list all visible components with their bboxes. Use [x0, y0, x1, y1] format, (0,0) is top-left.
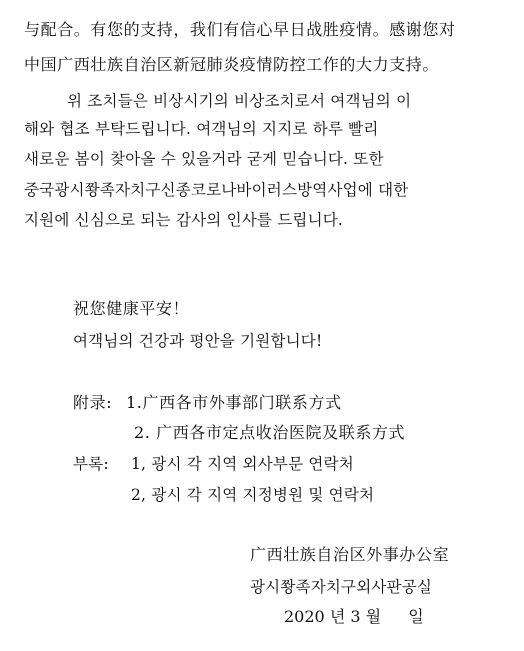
- date-day-unit: 일: [408, 607, 424, 626]
- paragraph-kr-line-5: 지원에 신심으로 되는 감사의 인사를 드립니다.: [24, 211, 344, 229]
- date-year: 2020: [284, 607, 325, 626]
- paragraph-kr-line-4: 중국광시쫭족자치구신종코로나바이러스방역사업에 대한: [24, 181, 409, 199]
- attachment-cn-item-1: 1.广西各市外事部门联系方式: [126, 393, 342, 412]
- closing-cn: 祝您健康平安！: [73, 299, 190, 318]
- signature-org-kr: 광시쫭족자치구외사판공실: [250, 578, 433, 596]
- paragraph-cn-line-1: 与配合。有您的支持，我们有信心早日战胜疫情。感谢您对: [24, 20, 456, 39]
- paragraph-kr-line-1: 위 조치들은 비상시기의 비상조치로서 여객님의 이: [67, 92, 412, 110]
- date-month-unit: 월: [365, 607, 382, 626]
- attachment-kr-item-1: 1, 광시 각 지역 외사부문 연락처: [131, 455, 354, 473]
- date-year-unit: 년: [329, 607, 346, 626]
- attachment-kr-item-2: 2, 광시 각 지역 지정병원 및 연락처: [131, 486, 375, 504]
- paragraph-cn-line-2: 中国广西壮族自治区新冠肺炎疫情防控工作的大力支持。: [24, 55, 440, 74]
- signature-date: [284, 607, 424, 627]
- attachment-cn-label: 附录:: [73, 393, 113, 412]
- paragraph-kr-line-3: 새로운 봄이 찾아올 수 있을거라 굳게 믿습니다. 또한: [24, 150, 384, 168]
- attachment-kr-label: 부록:: [73, 455, 109, 473]
- date-month: 3: [350, 607, 361, 626]
- closing-kr: 여객님의 건강과 평안을 기원합니다!: [73, 332, 323, 350]
- signature-org-cn: 广西壮族自治区外事办公室: [250, 545, 450, 564]
- paragraph-kr-line-2: 해와 협조 부탁드립니다. 여객님의 지지로 하루 빨리: [24, 120, 379, 138]
- attachment-cn-item-2: 2. 广西各市定点收治医院及联系方式: [134, 423, 406, 442]
